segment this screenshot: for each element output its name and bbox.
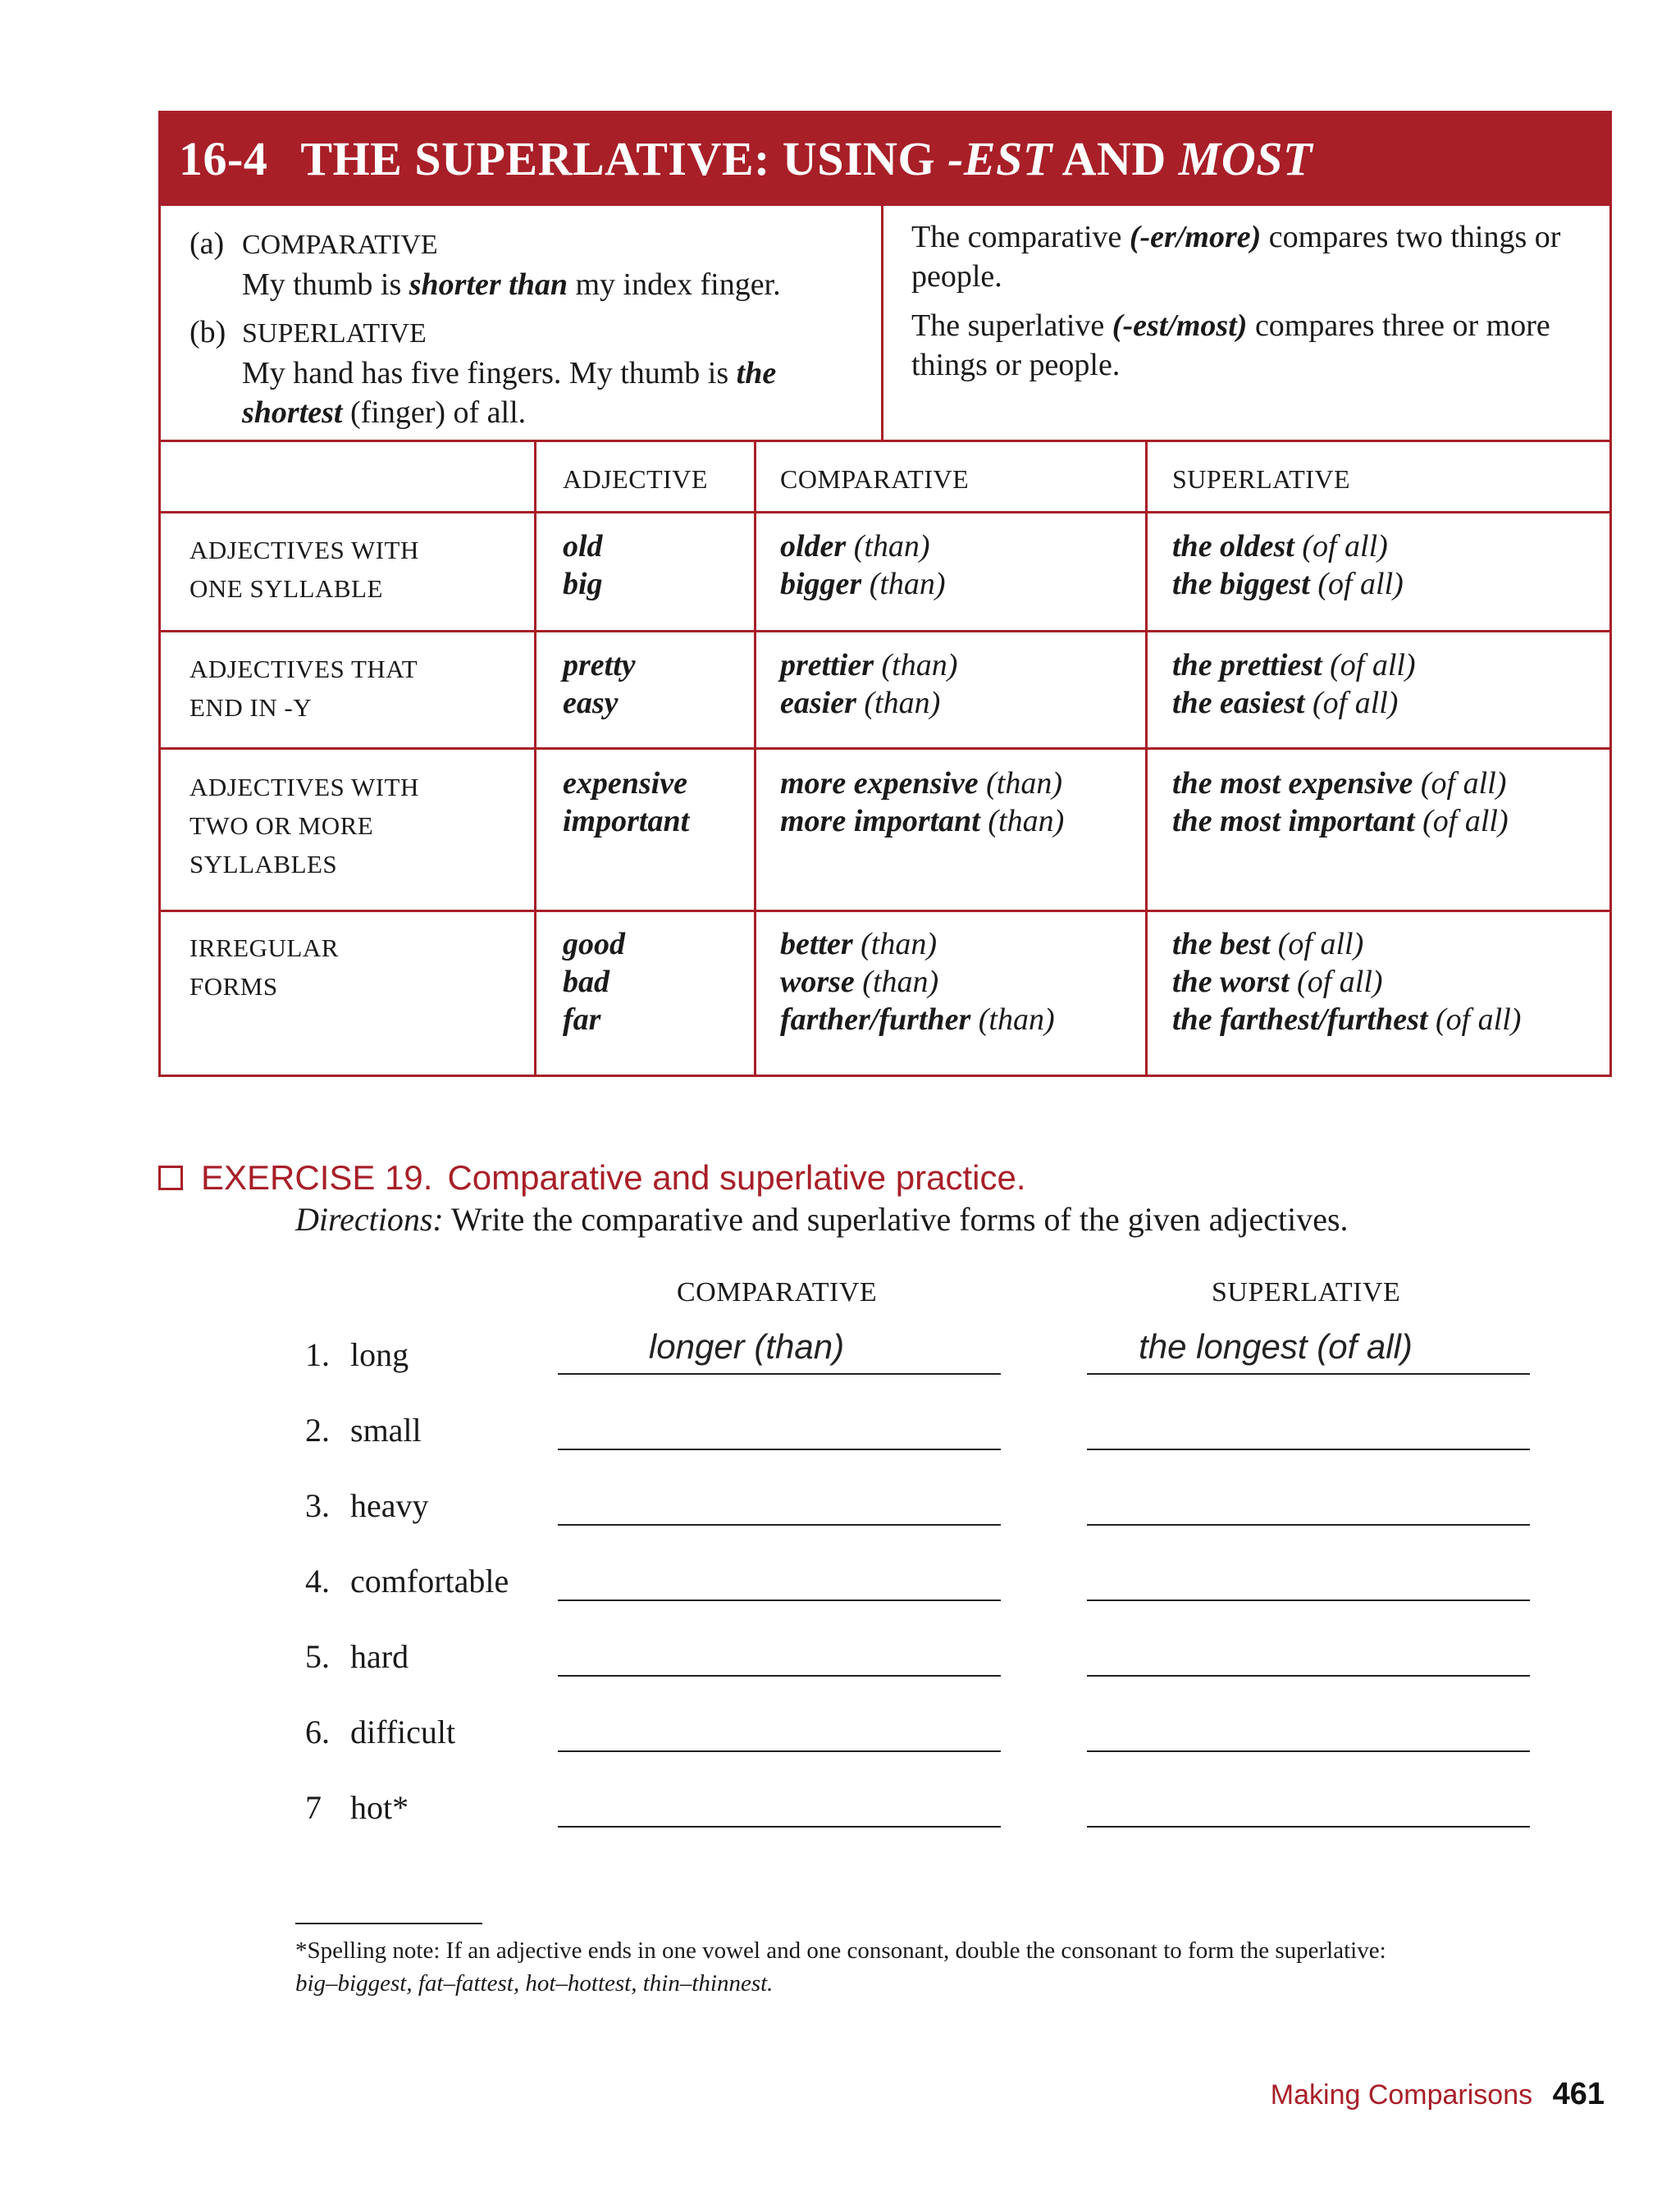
- row-label-line: ADJECTIVES WITH: [189, 536, 419, 564]
- superlative-form: [1172, 963, 1521, 1001]
- comparative-word: more expensive: [780, 766, 979, 801]
- superlative-word: the worst: [1172, 965, 1290, 999]
- superlative-cell: [1172, 646, 1416, 722]
- example-b-label: (b): [189, 315, 226, 349]
- comparative-form: [780, 963, 1055, 1001]
- explanation-2-post: compares three or more things or people.: [911, 308, 1550, 382]
- comparative-cell: [780, 527, 946, 603]
- superlative-particle: (of all): [1420, 766, 1507, 801]
- example-b-pre: My hand has five fingers. My thumb is: [242, 356, 737, 390]
- comparative-word: bigger: [780, 567, 862, 601]
- comparative-word: better: [780, 927, 853, 961]
- example-a-post: my index finger.: [568, 267, 781, 302]
- comparative-word: easier: [780, 686, 856, 720]
- item-number: 4.: [305, 1563, 330, 1600]
- example-a-pre: My thumb is: [242, 267, 409, 302]
- comparative-answer: longer (than): [648, 1327, 845, 1366]
- item-number: 3.: [305, 1487, 330, 1524]
- row-label-line: FORMS: [189, 972, 278, 1001]
- superlative-particle: (of all): [1330, 648, 1416, 682]
- comparative-particle: (than): [869, 567, 946, 601]
- comparative-answer-blank[interactable]: [558, 1600, 1001, 1601]
- comparative-answer-blank[interactable]: [558, 1675, 1001, 1677]
- item-word: hard: [350, 1638, 409, 1675]
- explanation-1-pre: The comparative: [911, 220, 1130, 254]
- comparative-form: [780, 527, 946, 565]
- adjective-form: far: [563, 1002, 601, 1037]
- intro-examples: [189, 224, 870, 432]
- superlative-particle: (of all): [1312, 686, 1399, 720]
- item-word: small: [350, 1412, 422, 1449]
- comparative-form: [780, 1001, 1055, 1038]
- col-header-adjective: ADJECTIVE: [563, 464, 708, 494]
- adjective-form: big: [563, 567, 603, 601]
- row-label: [189, 768, 419, 883]
- adjective-form: old: [563, 529, 603, 564]
- item-number: 2.: [305, 1412, 330, 1449]
- col-header-superlative: SUPERLATIVE: [1172, 464, 1351, 494]
- row-label-line: SYLLABLES: [189, 850, 338, 879]
- superlative-cell: [1172, 764, 1509, 840]
- comparative-word: older: [780, 529, 847, 564]
- row-label-line: IRREGULAR: [189, 933, 339, 962]
- adjective-cell: [563, 925, 625, 1038]
- adjective-form: important: [563, 804, 690, 838]
- adjective-form: pretty: [563, 648, 636, 682]
- comparative-word: prettier: [780, 648, 874, 682]
- row-label: [189, 531, 419, 608]
- adjective-cell: [563, 646, 636, 722]
- superlative-particle: (of all): [1317, 567, 1404, 601]
- table-hline: [161, 630, 1609, 632]
- item-number: 6.: [305, 1714, 330, 1750]
- explanation-2-pre: The superlative: [911, 308, 1112, 343]
- explanation-1-em: (-er/more): [1129, 220, 1262, 254]
- superlative-cell: [1172, 925, 1521, 1038]
- superlative-word: the most important: [1172, 804, 1415, 838]
- superlative-particle: (of all): [1277, 927, 1364, 961]
- row-label-line: ONE SYLLABLE: [189, 574, 383, 603]
- exercise-number: EXERCISE 19.: [201, 1158, 433, 1197]
- exercise-directions: [295, 1200, 1349, 1239]
- section-title: Making Comparisons: [1270, 2079, 1533, 2111]
- superlative-cell: [1172, 527, 1404, 603]
- table-hline: [161, 511, 1609, 513]
- exercise-heading: [158, 1158, 1026, 1198]
- comparative-particle: (than): [881, 648, 958, 682]
- superlative-particle: (of all): [1435, 1002, 1522, 1037]
- adjective-form: bad: [563, 965, 609, 999]
- footnote: [295, 1934, 1575, 2000]
- comparative-form: [780, 565, 946, 603]
- comparative-form: [780, 684, 957, 722]
- example-b-post: (finger) of all.: [342, 395, 527, 430]
- table-vline: [1145, 442, 1148, 1075]
- page-footer: [1271, 2077, 1605, 2112]
- exercise-col-superlative: SUPERLATIVE: [1212, 1277, 1401, 1307]
- superlative-answer-blank[interactable]: [1087, 1449, 1530, 1450]
- adjective-cell: [563, 527, 603, 603]
- comparative-cell: [780, 925, 1055, 1038]
- chart-header: [158, 111, 1612, 206]
- comparative-answer-blank[interactable]: [558, 1449, 1001, 1450]
- example-b-heading: SUPERLATIVE: [242, 318, 427, 349]
- footnote-examples: big–biggest, fat–fattest, hot–hottest, thin–thinnest.: [295, 1970, 774, 1997]
- comparative-answer-blank[interactable]: [558, 1524, 1001, 1526]
- explanation-comparative: [911, 217, 1584, 296]
- item-number: 1.: [305, 1336, 330, 1373]
- chart-title-est: -EST: [947, 131, 1052, 185]
- exercise-item: [305, 1486, 429, 1525]
- superlative-word: the oldest: [1172, 529, 1294, 564]
- comparative-word: more important: [780, 804, 980, 838]
- adjective-cell: [563, 764, 689, 840]
- exercise-item: [305, 1411, 422, 1449]
- exercise-title: Comparative and superlative practice.: [447, 1158, 1026, 1197]
- exercise-item: [305, 1562, 509, 1600]
- item-number: 5.: [305, 1638, 330, 1675]
- adjective-form: expensive: [563, 766, 687, 801]
- comparative-answer-blank[interactable]: [558, 1750, 1001, 1752]
- adjective-form: easy: [563, 686, 619, 720]
- comparative-particle: (than): [862, 965, 939, 999]
- superlative-form: [1172, 764, 1509, 802]
- footnote-text: *Spelling note: If an adjective ends in one vowel and one consonant, double the consonant to form the superlative:: [295, 1937, 1386, 1964]
- superlative-word: the most expensive: [1172, 766, 1413, 801]
- superlative-form: [1172, 527, 1404, 565]
- exercise-item: [305, 1713, 455, 1751]
- chart-title-prefix: THE SUPERLATIVE: USING: [300, 131, 948, 185]
- example-b-bold2: shortest: [242, 395, 343, 430]
- row-label: [189, 650, 418, 727]
- superlative-word: the prettiest: [1172, 648, 1322, 682]
- comparative-cell: [780, 764, 1064, 840]
- superlative-answer-blank[interactable]: [1087, 1373, 1530, 1375]
- comparative-word: farther/further: [780, 1002, 971, 1037]
- comparative-word: worse: [780, 965, 855, 999]
- directions-text: Write the comparative and superlative forms of the given adjectives.: [443, 1201, 1349, 1238]
- explanation-superlative: [911, 306, 1584, 385]
- forms-table: [158, 442, 1612, 1077]
- superlative-form: [1172, 1001, 1521, 1038]
- comparative-particle: (than): [861, 927, 938, 961]
- exercise-item: [305, 1788, 409, 1827]
- item-word: heavy: [350, 1487, 429, 1524]
- directions-label: Directions:: [295, 1201, 444, 1238]
- explanation-1-post: compares two things or people.: [911, 220, 1561, 294]
- table-hline: [161, 747, 1609, 750]
- comparative-particle: (than): [978, 1002, 1055, 1037]
- superlative-word: the farthest/furthest: [1172, 1002, 1428, 1037]
- comparative-form: [780, 646, 957, 684]
- exercise-item: [305, 1637, 409, 1676]
- comparative-cell: [780, 646, 957, 722]
- superlative-word: the biggest: [1172, 567, 1310, 601]
- intro-box: [158, 206, 1612, 442]
- superlative-answer: the longest (of all): [1139, 1327, 1413, 1366]
- comparative-particle: (than): [853, 529, 930, 564]
- example-a-bold: shorter than: [409, 267, 568, 302]
- superlative-answer-blank[interactable]: [1087, 1826, 1530, 1828]
- superlative-answer-blank[interactable]: [1087, 1750, 1530, 1752]
- table-hline: [161, 910, 1609, 912]
- row-label-line: END IN -Y: [189, 693, 313, 722]
- comparative-answer-blank[interactable]: [558, 1373, 1001, 1375]
- comparative-particle: (than): [988, 804, 1065, 838]
- item-number: 7: [305, 1789, 322, 1826]
- superlative-form: [1172, 565, 1404, 603]
- footnote-rule: [295, 1923, 482, 1924]
- row-label-line: ADJECTIVES WITH: [189, 773, 419, 801]
- superlative-particle: (of all): [1422, 804, 1509, 838]
- intro-explanations: [911, 217, 1584, 395]
- superlative-answer-blank[interactable]: [1087, 1675, 1530, 1677]
- superlative-word: the best: [1172, 927, 1271, 961]
- superlative-form: [1172, 646, 1416, 684]
- comparative-particle: (than): [864, 686, 941, 720]
- explanation-2-em: (-est/most): [1112, 308, 1248, 343]
- superlative-answer-blank[interactable]: [1087, 1524, 1530, 1526]
- superlative-form: [1172, 802, 1509, 840]
- item-word: difficult: [350, 1714, 456, 1750]
- item-word: long: [350, 1336, 409, 1373]
- col-header-comparative: COMPARATIVE: [780, 464, 970, 494]
- example-b-bold1: the: [736, 356, 777, 390]
- superlative-particle: (of all): [1302, 529, 1388, 564]
- comparative-form: [780, 802, 1064, 840]
- comparative-form: [780, 764, 1064, 802]
- checkbox-icon[interactable]: [158, 1166, 183, 1190]
- exercise-col-comparative: COMPARATIVE: [677, 1277, 878, 1307]
- row-label: [189, 929, 339, 1006]
- comparative-answer-blank[interactable]: [558, 1826, 1001, 1828]
- page-number: 461: [1552, 2077, 1605, 2111]
- adjective-form: good: [563, 927, 625, 961]
- chart-title-most: MOST: [1178, 131, 1312, 185]
- superlative-answer-blank[interactable]: [1087, 1600, 1530, 1601]
- item-word: comfortable: [350, 1563, 509, 1600]
- chart-title-and: AND: [1052, 131, 1179, 185]
- example-b-sentence: [189, 354, 870, 432]
- chart-number: 16-4: [179, 131, 268, 185]
- comparative-form: [780, 925, 1055, 963]
- comparative-particle: (than): [986, 766, 1063, 801]
- superlative-form: [1172, 684, 1416, 722]
- example-a-heading: COMPARATIVE: [242, 230, 438, 260]
- example-a-label: (a): [189, 226, 225, 261]
- table-vline: [754, 442, 756, 1075]
- example-a-sentence: [189, 265, 870, 304]
- row-label-line: ADJECTIVES THAT: [189, 655, 418, 683]
- superlative-form: [1172, 925, 1521, 963]
- superlative-particle: (of all): [1297, 965, 1383, 999]
- superlative-word: the easiest: [1172, 686, 1305, 720]
- row-label-line: TWO OR MORE: [189, 811, 374, 840]
- exercise-item: [305, 1335, 409, 1374]
- chart-title: [300, 131, 1312, 186]
- table-vline: [534, 442, 536, 1075]
- item-word: hot*: [350, 1789, 409, 1826]
- intro-divider: [881, 206, 883, 440]
